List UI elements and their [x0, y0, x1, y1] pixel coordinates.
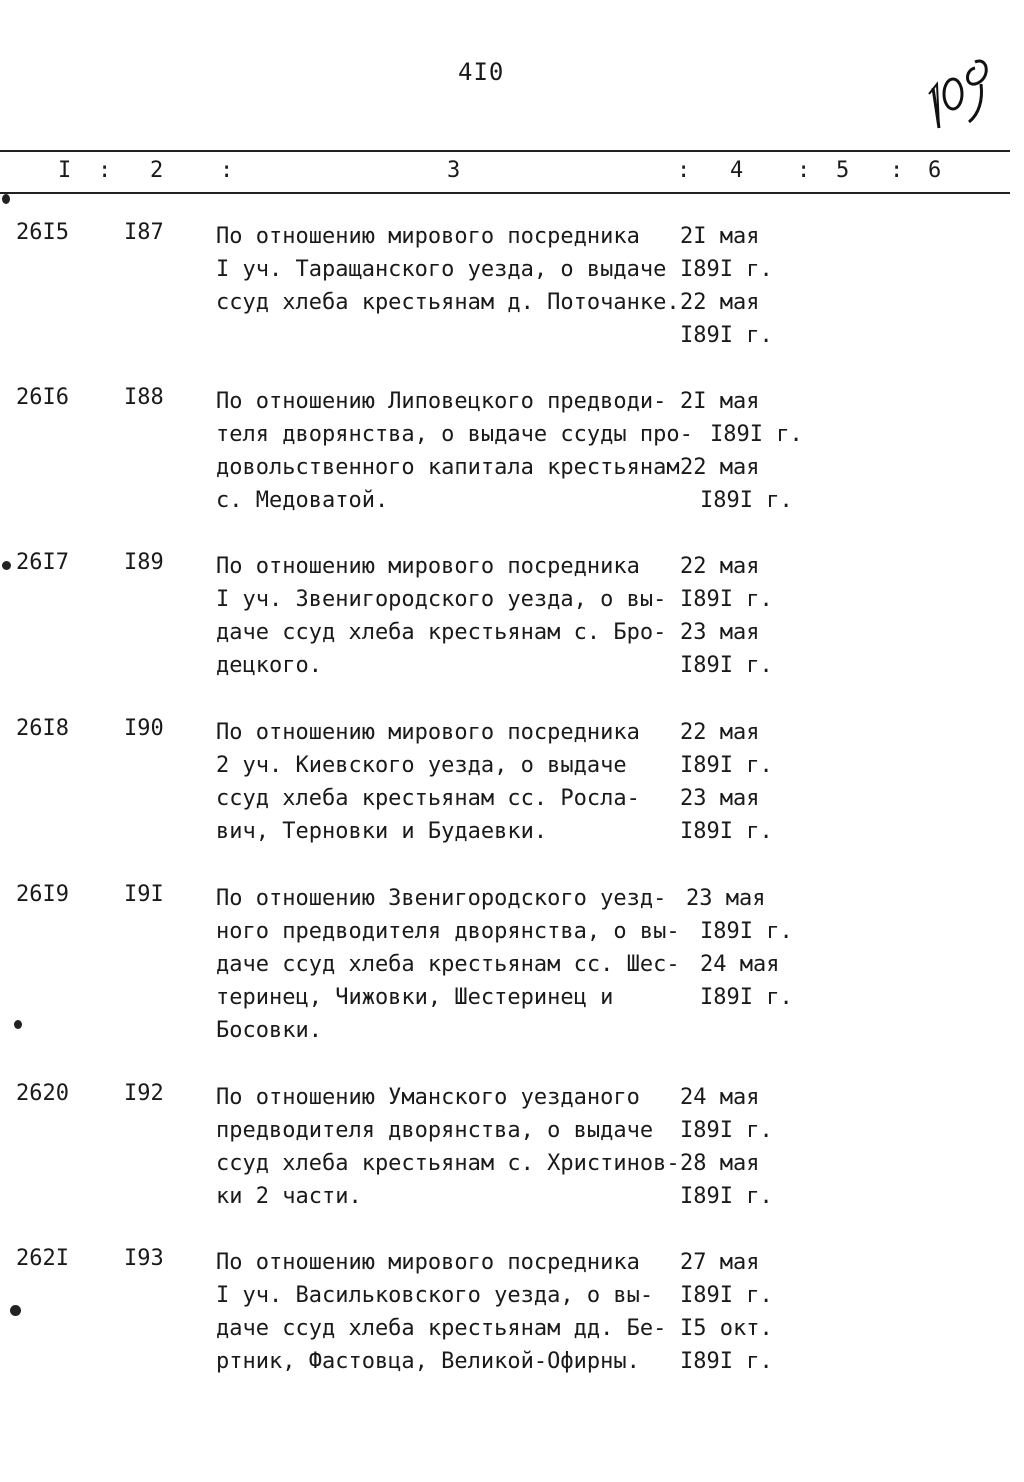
description-line: По отношению мирового посредника [216, 224, 640, 249]
date-line: I89I г. [680, 257, 773, 282]
column-header-3: 3 [447, 158, 461, 183]
description-line: ртник, Фастовца, Великой-Офирны. [216, 1349, 640, 1374]
description-line: даче ссуд хлеба крестьянам сс. Шес- [216, 952, 680, 977]
entry-number: 2620 [16, 1081, 69, 1106]
entry-dates [680, 882, 793, 1014]
date-line: I89I г. [680, 1349, 773, 1374]
description-line: По отношению Звенигородского уезд- [216, 886, 667, 911]
description-line: ки 2 части. [216, 1184, 362, 1209]
entry-description [216, 882, 680, 1047]
description-line: Босовки. [216, 1018, 322, 1043]
column-separator: : [797, 158, 811, 183]
description-line: По отношению Уманского уезданого [216, 1085, 640, 1110]
date-line: I89I г. [680, 587, 773, 612]
description-line: По отношению Липовецкого предводи- [216, 389, 667, 414]
description-line: ссуд хлеба крестьянам с. Христинов- [216, 1151, 680, 1176]
entry-number: 26I6 [16, 385, 69, 410]
date-line: 2I мая [680, 389, 760, 414]
description-line: вич, Терновки и Будаевки. [216, 819, 548, 844]
description-line: I уч. Звенигородского уезда, о вы- [216, 587, 667, 612]
date-line: 23 мая [680, 786, 760, 811]
description-line: теринец, Чижовки, Шестеринец и [216, 985, 614, 1010]
date-line: 2I мая [680, 224, 760, 249]
description-line: с. Медоватой. [216, 488, 389, 513]
entry-code: I92 [124, 1081, 164, 1106]
date-line: I89I г. [680, 819, 773, 844]
description-line: I уч. Васильковского уезда, о вы- [216, 1283, 654, 1308]
entry-dates [680, 220, 773, 352]
entry-dates [680, 550, 773, 682]
description-line: По отношению мирового посредника [216, 720, 640, 745]
entry-description [216, 220, 680, 319]
entry-number: 26I7 [16, 550, 69, 575]
entry-description [216, 716, 640, 848]
date-line: I89I г. [700, 488, 793, 513]
archive-folio-mark [925, 44, 995, 130]
column-separator: : [98, 158, 112, 183]
description-line: По отношению мирового посредника [216, 554, 640, 579]
page-number: 4I0 [458, 58, 505, 86]
entry-number: 26I5 [16, 220, 69, 245]
date-line: I89I г. [680, 323, 773, 348]
entry-dates [680, 385, 803, 517]
description-line: I уч. Таращанского уезда, о выдаче [216, 257, 667, 282]
entry-number: 262I [16, 1246, 69, 1271]
column-separator: : [890, 158, 904, 183]
date-line: 24 мая [700, 952, 780, 977]
date-line: I89I г. [680, 1184, 773, 1209]
column-header-5: 5 [836, 158, 850, 183]
date-line: I89I г. [700, 919, 793, 944]
date-line: 22 мая [680, 720, 760, 745]
description-line: По отношению мирового посредника [216, 1250, 640, 1275]
date-line: 27 мая [680, 1250, 760, 1275]
description-line: даче ссуд хлеба крестьянам с. Бро- [216, 620, 667, 645]
column-header-2: 2 [150, 158, 164, 183]
scan-speck [2, 194, 10, 204]
date-line: 23 мая [686, 886, 766, 911]
date-line: 22 мая [680, 554, 760, 579]
description-line: ного предводителя дворянства, о вы- [216, 919, 680, 944]
description-line: предводителя дворянства, о выдаче [216, 1118, 654, 1143]
date-line: I89I г. [680, 1283, 773, 1308]
description-line: теля дворянства, о выдаче ссуды про- [216, 422, 693, 447]
header-bottom-rule [0, 192, 1010, 194]
description-line: децкого. [216, 653, 322, 678]
date-line: I5 окт. [680, 1316, 773, 1341]
description-line: довольственного капитала крестьянам [216, 455, 680, 480]
entry-code: I90 [124, 716, 164, 741]
date-line: I89I г. [710, 422, 803, 447]
entry-code: I89 [124, 550, 164, 575]
column-separator: : [220, 158, 234, 183]
date-line: I89I г. [700, 985, 793, 1010]
date-line: I89I г. [680, 653, 773, 678]
entry-code: I93 [124, 1246, 164, 1271]
scan-speck [10, 1305, 21, 1316]
date-line: 22 мая [680, 290, 760, 315]
entry-dates [680, 716, 773, 848]
entry-description [216, 550, 666, 682]
entry-dates [680, 1081, 773, 1213]
date-line: 22 мая [680, 455, 760, 480]
entry-dates [680, 1246, 773, 1378]
description-line: ссуд хлеба крестьянам д. Поточанке. [216, 290, 680, 315]
entry-description [216, 1081, 680, 1213]
date-line: I89I г. [680, 1118, 773, 1143]
entry-number: 26I8 [16, 716, 69, 741]
column-separator: : [677, 158, 691, 183]
column-header-4: 4 [730, 158, 744, 183]
column-header-6: 6 [928, 158, 942, 183]
header-top-rule [0, 150, 1010, 152]
date-line: I89I г. [680, 753, 773, 778]
description-line: даче ссуд хлеба крестьянам дд. Бе- [216, 1316, 667, 1341]
date-line: 24 мая [680, 1085, 760, 1110]
date-line: 28 мая [680, 1151, 760, 1176]
entry-code: I9I [124, 882, 164, 907]
description-line: 2 уч. Киевского уезда, о выдаче [216, 753, 627, 778]
description-line: ссуд хлеба крестьянам сс. Росла- [216, 786, 640, 811]
date-line: 23 мая [680, 620, 760, 645]
entry-number: 26I9 [16, 882, 69, 907]
entry-description [216, 1246, 666, 1378]
scan-speck [2, 561, 11, 570]
scan-speck [14, 1020, 22, 1029]
entry-description [216, 385, 693, 517]
column-header-1: I [58, 158, 72, 183]
entry-code: I88 [124, 385, 164, 410]
entry-code: I87 [124, 220, 164, 245]
